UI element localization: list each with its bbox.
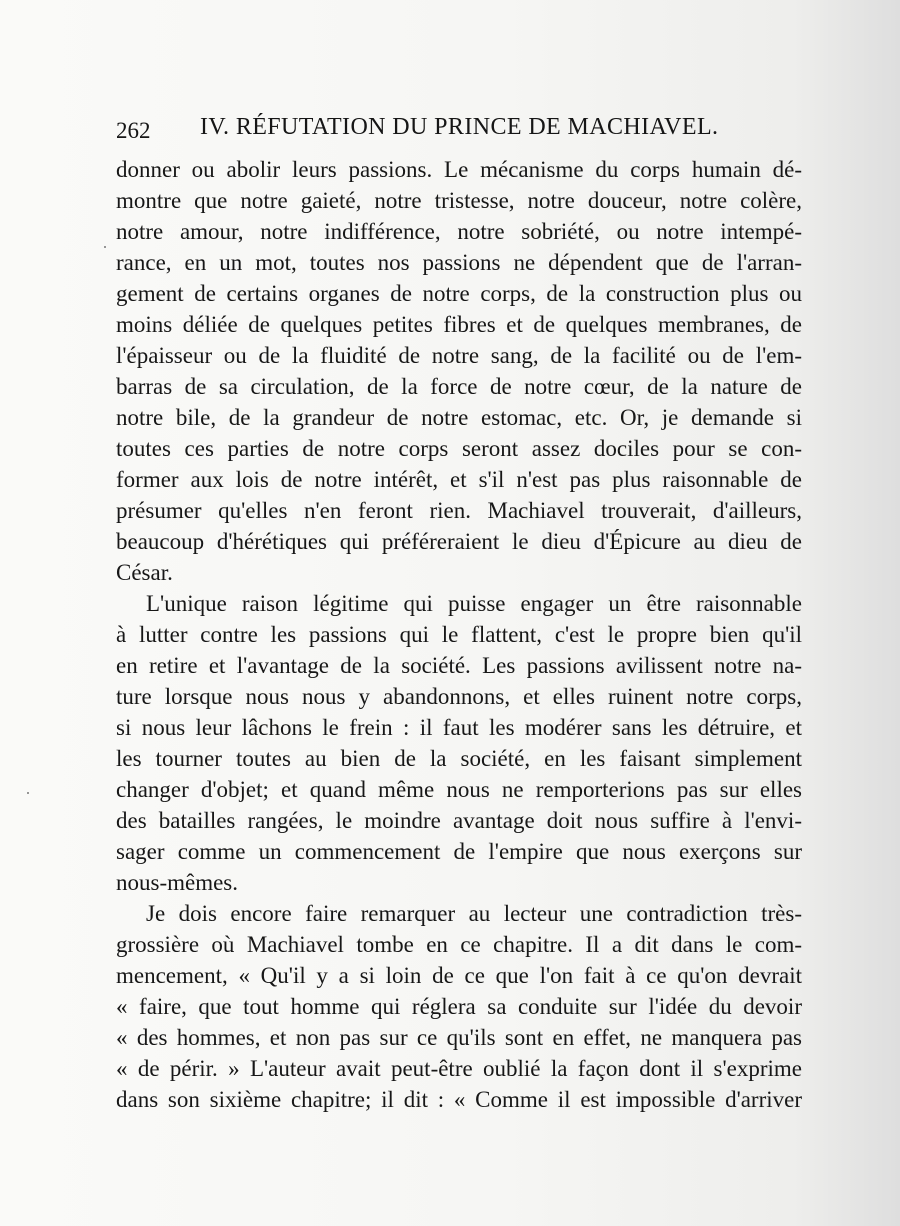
text-line: en retire et l'avantage de la société. Les passions avilissent notre na- — [116, 653, 802, 678]
text-line: changer d'objet; et quand même nous ne remporterions pas sur elles — [116, 777, 802, 802]
page-number: 262 — [116, 118, 151, 143]
text-line: beaucoup d'hérétiques qui préféreraient le dieu d'Épicure au dieu de — [116, 529, 802, 554]
text-line: sager comme un commencement de l'empire que nous exerçons sur — [116, 839, 802, 864]
text-line: Je dois encore faire remarquer au lecteur une contradiction très- — [146, 901, 802, 926]
text-line: « des hommes, et non pas sur ce qu'ils sont en effet, ne manquera pas — [116, 1025, 802, 1050]
print-speck — [27, 792, 29, 794]
text-line: nous-mêmes. — [116, 870, 239, 895]
text-line: « de périr. » L'auteur avait peut-être oublié la façon dont il s'exprime — [116, 1056, 802, 1081]
text-line: donner ou abolir leurs passions. Le mécanisme du corps humain dé- — [116, 157, 802, 182]
text-line: grossière où Machiavel tombe en ce chapitre. Il a dit dans le com- — [116, 932, 802, 957]
paragraph — [116, 154, 802, 588]
text-line: montre que notre gaieté, notre tristesse, notre douceur, notre colère, — [116, 188, 802, 213]
text-line: notre bile, de la grandeur de notre estomac, etc. Or, je demande si — [116, 405, 802, 430]
text-line: les tourner toutes au bien de la société, en les faisant simplement — [116, 746, 802, 771]
text-line: barras de sa circulation, de la force de notre cœur, de la nature de — [116, 374, 802, 399]
text-line: L'unique raison légitime qui puisse engager un être raisonnable — [146, 591, 802, 616]
text-line: si nous leur lâchons le frein : il faut les modérer sans les détruire, et — [116, 715, 802, 740]
text-line: « faire, que tout homme qui réglera sa conduite sur l'idée du devoir — [116, 994, 802, 1019]
text-line: dans son sixième chapitre; il dit : « Comme il est impossible d'arriver — [116, 1087, 802, 1112]
text-line: des batailles rangées, le moindre avantage doit nous suffire à l'envi- — [116, 808, 802, 833]
page-header — [116, 114, 806, 148]
text-line: notre amour, notre indifférence, notre sobriété, ou notre intempé- — [116, 219, 802, 244]
text-line: rance, en un mot, toutes nos passions ne dépendent que de l'arran- — [116, 250, 802, 275]
print-speck — [104, 246, 106, 248]
paragraph — [116, 588, 802, 898]
text-line: à lutter contre les passions qui le flattent, c'est le propre bien qu'il — [116, 622, 802, 647]
text-line: César. — [116, 560, 173, 585]
text-line: présumer qu'elles n'en feront rien. Machiavel trouverait, d'ailleurs, — [116, 498, 802, 523]
text-line: moins déliée de quelques petites fibres et de quelques membranes, de — [116, 312, 802, 337]
paragraph — [116, 898, 802, 1115]
text-line: l'épaisseur ou de la fluidité de notre sang, de la facilité ou de l'em- — [116, 343, 802, 368]
text-line: former aux lois de notre intérêt, et s'il n'est pas plus raisonnable de — [116, 467, 802, 492]
body-text — [116, 154, 802, 1115]
text-line: toutes ces parties de notre corps seront assez dociles pour se con- — [116, 436, 802, 461]
running-head: IV. RÉFUTATION DU PRINCE DE MACHIAVEL. — [200, 114, 719, 140]
text-line: mencement, « Qu'il y a si loin de ce que l'on fait à ce qu'on devrait — [116, 963, 802, 988]
text-line: ture lorsque nous nous y abandonnons, et elles ruinent notre corps, — [116, 684, 802, 709]
text-line: gement de certains organes de notre corps, de la construction plus ou — [116, 281, 802, 306]
